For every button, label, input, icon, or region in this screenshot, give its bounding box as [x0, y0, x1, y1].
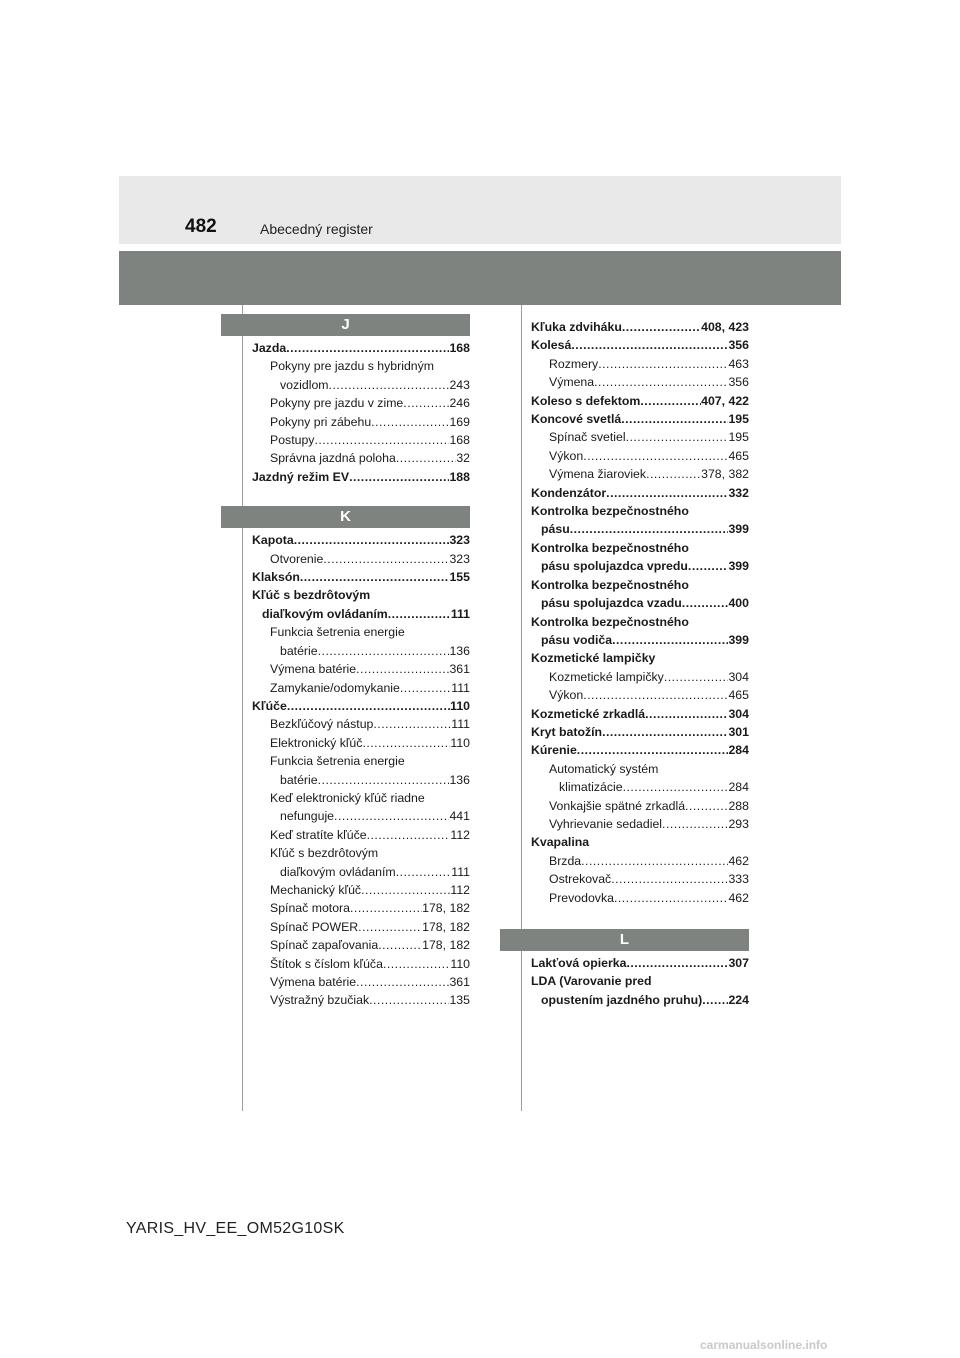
entry-pages: 178, 182 [422, 919, 470, 934]
section-header-l: L [500, 929, 749, 951]
entry-label: batérie [280, 643, 318, 658]
index-entry [252, 449, 470, 467]
entry-pages: 400 [728, 596, 749, 611]
entry-label: Koleso s defektom [531, 393, 641, 408]
entry-pages: 465 [728, 448, 749, 463]
entry-pages: 462 [728, 890, 749, 905]
entry-pages: 111 [451, 717, 470, 732]
index-entry [531, 410, 749, 428]
entry-label: pásu spolujazdca vzadu [541, 596, 682, 611]
entry-label: diaľkovým ovládaním [280, 864, 396, 879]
index-entry [252, 863, 470, 881]
index-entry [531, 760, 749, 778]
entry-pages: 188 [449, 469, 470, 484]
entry-pages: 304 [728, 669, 749, 684]
index-entry [252, 431, 470, 449]
index-entry [531, 576, 749, 594]
entry-label: Kozmetické zrkadlá [531, 706, 646, 721]
index-entry [531, 705, 749, 723]
index-entry [252, 881, 470, 899]
entry-label: Štítok s číslom kľúča [270, 956, 383, 971]
index-entry [531, 954, 749, 972]
entry-pages: 284 [728, 780, 749, 795]
entry-pages: 356 [728, 338, 749, 353]
entry-pages: 441 [449, 809, 470, 824]
entry-label: Spínač motora [270, 901, 350, 916]
entry-pages: 111 [451, 680, 470, 695]
entry-pages: 378, 382 [701, 467, 749, 482]
entry-label: diaľkovým ovládaním [262, 606, 388, 621]
index-entry [252, 899, 470, 917]
entry-pages: 168 [449, 341, 470, 355]
entry-label: pásu vodiča [541, 632, 613, 647]
entry-label: pásu [541, 522, 570, 537]
entry-pages: 361 [449, 662, 470, 677]
index-entry [252, 771, 470, 789]
entry-label: batérie [280, 772, 318, 787]
column-rule-left [242, 305, 243, 1111]
entry-label: Výmena batérie [270, 975, 357, 989]
index-entry [252, 550, 470, 568]
entry-label: Automatický systém [549, 761, 659, 776]
entry-pages: 288 [728, 798, 749, 813]
index-entry [252, 991, 470, 1009]
entry-label: Výmena batérie [270, 662, 357, 677]
index-entry [531, 833, 749, 851]
page-title: Abecedný register [260, 221, 373, 237]
index-entry [531, 815, 749, 833]
entry-label: Zamykanie/odomykanie [270, 680, 400, 695]
index-entry [252, 357, 470, 375]
entry-label: vozidlom [280, 377, 329, 392]
entry-pages: 112 [450, 827, 470, 842]
section-header-k: K [221, 506, 470, 528]
entry-label: Spínač zapaľovania [270, 938, 379, 953]
entry-pages: 408, 423 [701, 320, 749, 334]
index-entry [252, 826, 470, 844]
index-entry [252, 955, 470, 973]
entry-label: Vonkajšie spätné zrkadlá [549, 798, 686, 813]
entry-label: Kozmetické lampičky [531, 651, 656, 666]
index-entry [531, 428, 749, 446]
index-entry [531, 355, 749, 373]
entry-pages: 168 [449, 433, 470, 448]
index-entry [531, 649, 749, 667]
index-entry [531, 594, 749, 612]
entry-pages: 110 [450, 956, 470, 971]
entry-label: Otvorenie [270, 551, 324, 566]
index-entry [531, 520, 749, 538]
entry-label: nefunguje [280, 809, 335, 824]
index-entry [252, 586, 470, 604]
index-entry [531, 668, 749, 686]
entry-label: Výmena [549, 375, 595, 390]
entry-pages: 307 [728, 956, 749, 970]
entry-pages: 111 [450, 606, 470, 621]
entry-pages: 243 [449, 377, 470, 392]
entry-label: pásu spolujazdca vpredu [541, 559, 688, 574]
index-entry [252, 918, 470, 936]
index-entry [252, 376, 470, 394]
entry-label: Elektronický kľúč [270, 735, 363, 750]
entry-label: Kontrolka bezpečnostného [531, 504, 689, 519]
index-entry [531, 972, 749, 990]
entry-label: Prevodovka [549, 890, 614, 905]
page-number: 482 [185, 216, 217, 237]
index-entry [531, 373, 749, 391]
entry-label: Klaksón [252, 570, 300, 585]
entry-pages: 293 [728, 816, 749, 831]
entry-label: Ostrekovač [549, 872, 612, 887]
entry-label: Správna jazdná poloha [270, 451, 396, 466]
entry-pages: 323 [449, 533, 470, 548]
entry-label: klimatizácie [559, 780, 623, 795]
header-background [119, 176, 841, 244]
index-entry [531, 539, 749, 557]
entry-label: Kondenzátor [531, 485, 607, 500]
index-column-left [252, 314, 470, 1010]
index-entry [252, 679, 470, 697]
index-entry [252, 568, 470, 586]
entry-pages: 136 [449, 772, 470, 787]
entry-label: Lakťová opierka [531, 956, 627, 970]
watermark: carmanualsonline.info [700, 1338, 828, 1352]
index-entry [531, 741, 749, 759]
entry-pages: 246 [449, 396, 470, 411]
entry-pages: 224 [728, 992, 749, 1007]
index-entry [531, 484, 749, 502]
index-column-right [531, 318, 749, 1009]
entry-pages: 135 [449, 993, 470, 1008]
entry-label: Kľúče [252, 698, 287, 713]
index-entry [252, 605, 470, 623]
entry-pages: 332 [728, 485, 749, 500]
entry-label: Jazda [252, 341, 287, 355]
entry-label: Výstražný bzučiak [270, 993, 370, 1008]
index-entry [531, 336, 749, 354]
header-band [119, 251, 841, 305]
entry-label: Kúrenie [531, 743, 577, 758]
index-entry [252, 531, 470, 549]
entry-label: Výkon [549, 448, 584, 463]
index-entry [252, 973, 470, 991]
index-entry [531, 778, 749, 796]
entry-label: Spínač svetiel [549, 430, 626, 445]
entry-pages: 195 [728, 430, 749, 445]
entry-label: Výkon [549, 688, 584, 703]
entry-label: Kryt batožín [531, 724, 603, 739]
entry-pages: 112 [450, 882, 470, 897]
entry-label: Postupy [270, 433, 315, 448]
entry-label: Bezkľúčový nástup [270, 717, 374, 732]
entry-pages: 178, 182 [422, 938, 470, 953]
entry-label: Funkcia šetrenia energie [270, 754, 405, 769]
index-entry [252, 715, 470, 733]
entry-label: Mechanický kľúč [270, 882, 362, 897]
entry-label: Kozmetické lampičky [549, 669, 664, 684]
entry-label: Kontrolka bezpečnostného [531, 577, 689, 592]
entry-label: Rozmery [549, 356, 599, 371]
entry-label: Kvapalina [531, 835, 590, 850]
index-entry [252, 844, 470, 862]
index-entry [531, 318, 749, 336]
entry-label: Brzda [549, 853, 582, 868]
entry-label: Pokyny pre jazdu s hybridným [270, 359, 435, 374]
index-entry [531, 392, 749, 410]
column-rule-right [521, 305, 522, 1111]
entry-pages: 407, 422 [701, 393, 749, 408]
entry-label: Vyhrievanie sedadiel [549, 816, 663, 831]
entry-label: Pokyny pri zábehu [270, 414, 372, 429]
index-entry [531, 631, 749, 649]
entry-label: Koncové svetlá [531, 412, 622, 427]
entry-pages: 301 [728, 724, 749, 739]
index-entry [531, 465, 749, 483]
entry-pages: 110 [450, 698, 470, 713]
entry-label: Keď stratíte kľúče [270, 827, 367, 842]
entry-label: Pokyny pre jazdu v zime [270, 396, 404, 411]
entry-pages: 110 [450, 735, 470, 750]
index-entry [252, 394, 470, 412]
entry-pages: 195 [728, 412, 749, 427]
index-entry [252, 697, 470, 715]
entry-label: Kľuka zdviháku [531, 320, 622, 334]
entry-label: Spínač POWER [270, 919, 359, 934]
index-entry [531, 557, 749, 575]
index-entry [252, 339, 470, 357]
index-entry [252, 413, 470, 431]
entry-pages: 465 [728, 688, 749, 703]
index-entry [531, 991, 749, 1009]
index-entry [531, 502, 749, 520]
index-entry [531, 447, 749, 465]
index-entry [252, 789, 470, 807]
entry-pages: 399 [728, 522, 749, 537]
entry-pages: 399 [728, 632, 749, 647]
entry-pages: 155 [449, 570, 470, 585]
entry-pages: 178, 182 [422, 901, 470, 916]
entry-pages: 169 [449, 414, 470, 429]
entry-pages: 333 [728, 872, 749, 887]
entry-label: Výmena žiaroviek [549, 467, 647, 482]
entry-pages: 462 [728, 853, 749, 868]
index-entry [252, 734, 470, 752]
index-entry [531, 723, 749, 741]
entry-label: Kontrolka bezpečnostného [531, 540, 689, 555]
entry-pages: 304 [728, 706, 749, 721]
index-entry [252, 642, 470, 660]
index-entry [252, 468, 470, 486]
entry-pages: 463 [728, 356, 749, 371]
index-entry [531, 686, 749, 704]
entry-label: Kontrolka bezpečnostného [531, 614, 689, 629]
index-entry [252, 752, 470, 770]
entry-label: Kapota [252, 533, 294, 548]
index-entry [531, 870, 749, 888]
entry-label: opustením jazdného pruhu) [541, 992, 703, 1007]
index-entry [252, 660, 470, 678]
entry-pages: 356 [728, 375, 749, 390]
index-entry [531, 852, 749, 870]
entry-pages: 32 [456, 451, 470, 466]
index-entry [531, 889, 749, 907]
entry-pages: 136 [449, 643, 470, 658]
index-entry [252, 807, 470, 825]
index-entry [531, 613, 749, 631]
entry-label: Jazdný režim EV [252, 469, 350, 484]
entry-label: Kolesá [531, 338, 572, 353]
index-entry [252, 623, 470, 641]
entry-label: Keď elektronický kľúč riadne [270, 790, 425, 805]
entry-pages: 111 [451, 864, 470, 879]
entry-pages: 323 [449, 551, 470, 566]
entry-pages: 399 [728, 559, 749, 574]
entry-label: Funkcia šetrenia energie [270, 625, 405, 640]
index-entry [252, 936, 470, 954]
entry-label: Kľúč s bezdrôtovým [270, 846, 379, 861]
entry-label: Kľúč s bezdrôtovým [252, 588, 371, 603]
section-header-j: J [221, 314, 470, 336]
entry-pages: 284 [728, 743, 749, 758]
index-entry [531, 797, 749, 815]
document-code: YARIS_HV_EE_OM52G10SK [126, 1220, 345, 1237]
entry-pages: 361 [449, 975, 470, 989]
entry-label: LDA (Varovanie pred [531, 974, 652, 989]
